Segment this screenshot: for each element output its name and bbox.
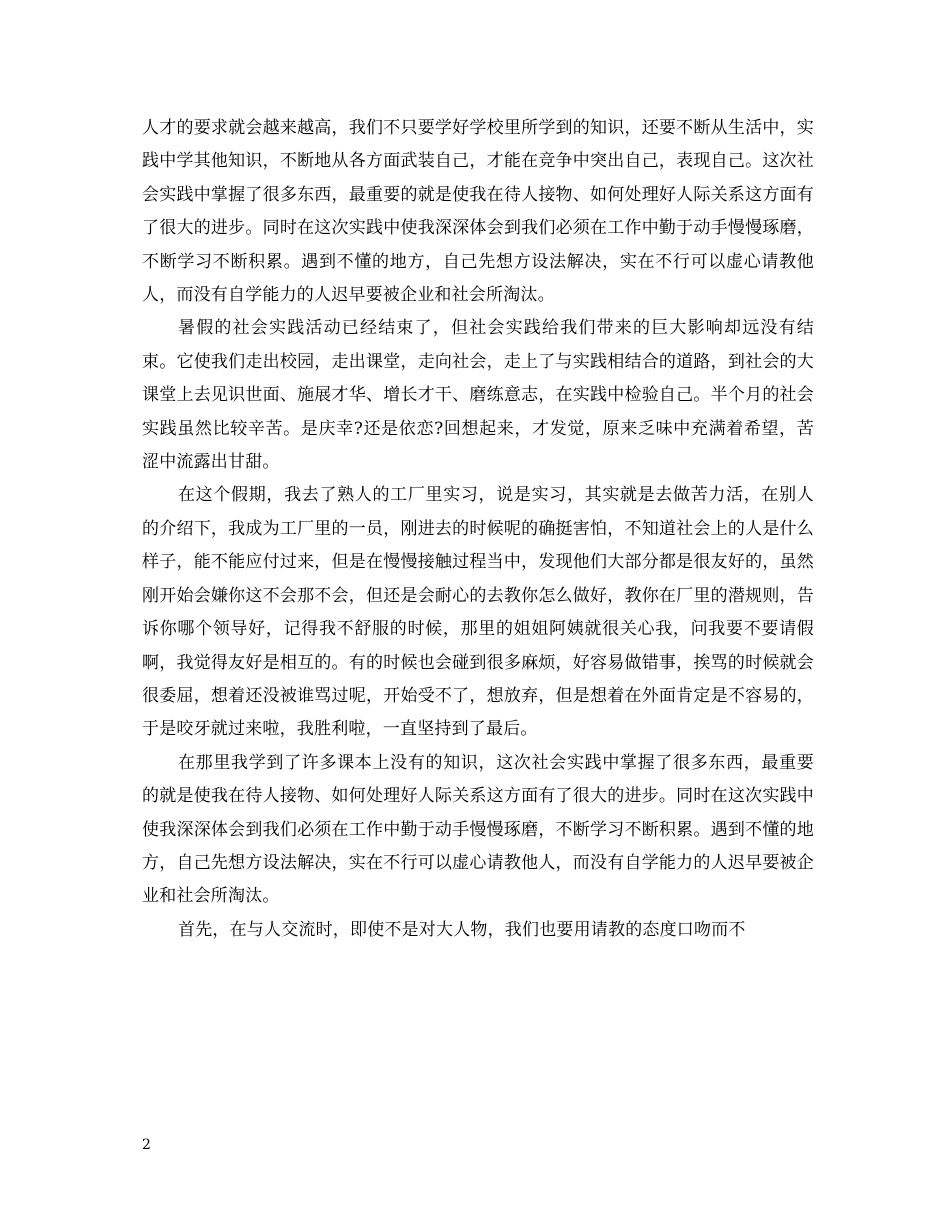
- paragraph-2: 暑假的社会实践活动已经结束了，但社会实践给我们带来的巨大影响却远没有结束。它使我们走出校园，走出课堂，走向社会，走上了与实践相结合的道路，到社会的大课堂上去见识世面、施展才华、增长才干、磨练意志，在实践中检验自己。半个月的社会实践虽然比较辛苦。是庆幸?还是依恋?回想起来，才发觉，原来乏味中充满着希望，苦涩中流露出甘甜。: [142, 318, 814, 473]
- paragraph-4: 在那里我学到了许多课本上没有的知识，这次社会实践中掌握了很多东西，最重要的就是使我在待人接物、如何处理好人际关系这方面有了很大的进步。同时在这次实践中使我深深体会到我们必须在工作中勤于动手慢慢琢磨，不断学习不断积累。遇到不懂的地方，自己先想方设法解决，实在不行可以虚心请教他人，而没有自学能力的人迟早要被企业和社会所淘汰。: [142, 752, 814, 907]
- page-number: 2: [142, 1137, 151, 1153]
- paragraph-5: 首先，在与人交流时，即使不是对大人物，我们也要用请教的态度口吻而不: [178, 919, 746, 940]
- paragraph-3: 在这个假期，我去了熟人的工厂里实习，说是实习，其实就是去做苦力活，在别人的介绍下，我成为工厂里的一员，刚进去的时候呢的确挺害怕，不知道社会上的人是什么样子，能不能应付过来，但是在慢慢接触过程当中，发现他们大部分都是很友好的，虽然刚开始会嫌你这不会那不会，但还是会耐心的去教你怎么做好，教你在厂里的潜规则，告诉你哪个领导好，记得我不舒服的时候，那里的姐姐阿姨就很关心我，问我要不要请假啊，我觉得友好是相互的。有的时候也会碰到很多麻烦，好容易做错事，挨骂的时候就会很委屈，想着还没被谁骂过呢，开始受不了，想放弃，但是想着在外面肯定是不容易的，于是咬牙就过来啦，我胜利啦，一直坚持到了最后。: [142, 485, 814, 740]
- paragraph-1: 人才的要求就会越来越高，我们不只要学好学校里所学到的知识，还要不断从生活中，实践中学其他知识，不断地从各方面武装自己，才能在竞争中突出自己，表现自己。这次社会实践中掌握了很多东西，最重要的就是使我在待人接物、如何处理好人际关系这方面有了很大的进步。同时在这次实践中使我深深体会到我们必须在工作中勤于动手慢慢琢磨，不断学习不断积累。遇到不懂的地方，自己先想方设法解决，实在不行可以虚心请教他人，而没有自学能力的人迟早要被企业和社会所淘汰。: [142, 118, 814, 306]
- body-text: [142, 112, 814, 947]
